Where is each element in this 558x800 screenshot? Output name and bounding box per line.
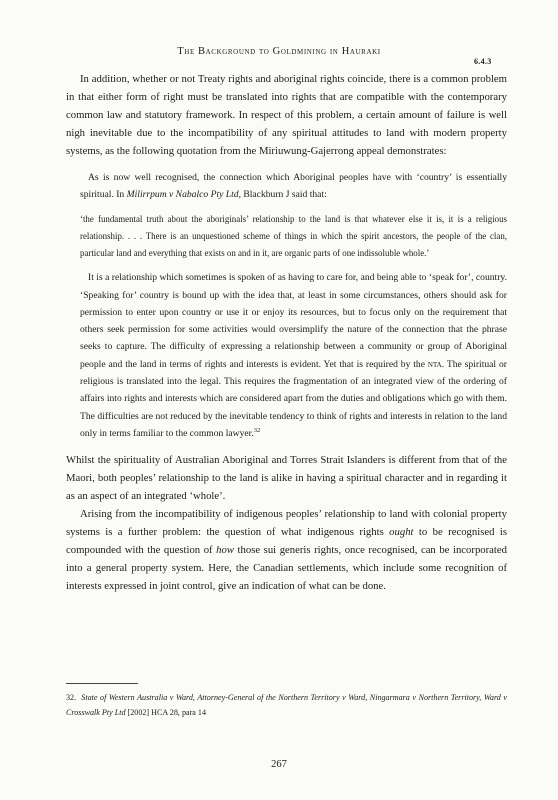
inner-quote-text: ‘the fundamental truth about the aboriginals’ relationship to the land is that whatever else it is, it is a religious relationship. . . . There is an unquestioned scheme of things in which the spirit ancestors, the people of the clan, particular land and everything that exists on and in it, are organic parts of one indissoluble whole.’ [80,213,507,258]
nta-abbrev: nta [427,358,442,370]
paragraph-3: Arising from the incompatibility of indigenous peoples’ relationship to land with colonial property systems is a further problem: the question of what indigenous rights ought to be recognised is compounded with the question of how those sui generis rights, once recognised, can be incorporated into a general property system. Here, the Canadian settlements, which include some recognition of interests expressed in joint control, give an indication of what can be done. [66,508,507,593]
footnote [66,690,507,720]
footnote-citation: [2002] HCA 28, para 14 [125,708,206,717]
quote-paragraph-1: As is now well recognised, the connection which Aboriginal peoples have with ‘country’ is essentially spiritual. In Milirrpum v Nabalco Pty Ltd, Blackburn J said that: [80,172,507,201]
running-head: The Background to Goldmining in Hauraki [177,46,381,57]
section-number: 6.4.3 [474,57,492,66]
footnote-rule [66,683,138,684]
inner-quote [80,211,507,263]
quote-paragraph-2: It is a relationship which sometimes is spoken of as having to care for, and being able to ‘speak for’, country. ‘Speaking for’ country is bound up with the idea that, at least in some circumstances, others should ask for permission to enter upon country or use it or enjoy its resources, but to focus only on the requirement that others seek permission for some activities would oversimplify the nature of the connection that the phrase seeks to capture. The difficulty of expressing a relationship between a community or group of Aboriginal people and the land in terms of rights and interests is evident. Yet that is required by the nta. The spiritual or religious is translated into the legal. This requires the fragmentation of an integrated view of the ordering of affairs into rights and interests which are considered apart from the duties and obligations which go with them. The difficulties are not reduced by the inevitable tendency to think of rights and interests in relation to the land only in terms familiar to the common lawyer.$^{32}$ [80,272,507,439]
footnote-number: 32. [66,693,77,702]
paragraph-1: In addition, whether or not Treaty rights and aboriginal rights coincide, there is a common problem in that either form of right must be translated into rights that are compatible with the contemporary common law and statutory framework. In respect of this problem, a certain amount of failure is well nigh inevitable due to the incompatibility of any spiritual attitudes to land with modern property systems, as the following quotation from the Miriuwung-Gajerrong appeal demonstrates: [66,73,507,157]
footnote-ref[interactable]: 32 [253,426,261,434]
footnote-case: State of Western Australia v Ward, Attorney-General of the Northern Territory v Ward, Ningarmara v Northern Territory, Ward v Crosswalk Pty Ltd [66,693,508,717]
block-quote [80,169,507,442]
paragraph-2: Whilst the spirituality of Australian Aboriginal and Torres Strait Islanders is different from that of the Maori, both peoples’ relationship to the land is alike in having a spiritual character and in regarding it as an aspect of an integrated ‘whole’. [66,454,507,503]
main-text [66,70,507,595]
case-name: Milirrpum v Nabalco Pty Ltd [126,189,239,201]
page-number: 267 [271,759,287,770]
